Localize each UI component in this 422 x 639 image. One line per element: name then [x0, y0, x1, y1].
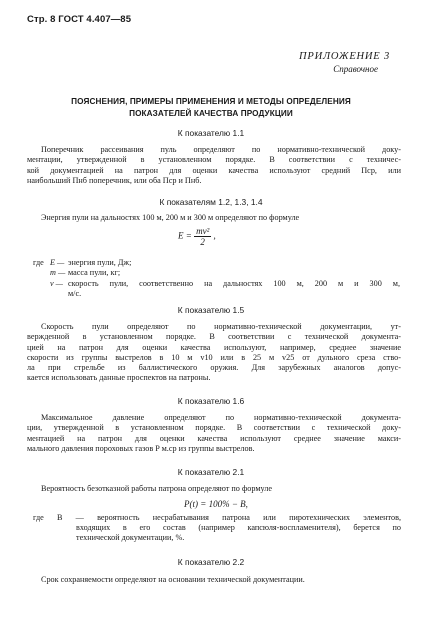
section-2-2-text: Срок сохраняемости определяют на основании технической документации.: [41, 575, 305, 584]
where-label: где: [33, 258, 44, 267]
text-line: цией на патрон для оценки качества используют, например, среднее значение: [27, 342, 401, 352]
text-line: наибольший Пнб поперечник, или оба Пср и Пнб.: [27, 175, 202, 185]
main-title-line-2: ПОКАЗАТЕЛЕЙ КАЧЕСТВА ПРОДУКЦИИ: [129, 109, 293, 118]
section-heading-1-5: К показателю 1.5: [177, 305, 245, 315]
section-1-5-text: [27, 322, 401, 384]
text-line: скорости из группы выстрелов в 10 м v10 или в 25 м v25 от дульного среза ство-: [27, 352, 401, 362]
text-line: Скорость пули определяют по нормативно-технической документации, ут-: [41, 322, 401, 331]
text-line: ла при стрельбе из баллистического оружия. Для зарубежных аналогов допус-: [27, 363, 401, 373]
text-line: кой документацией на патрон для оценки качества используют средний Пср, или: [27, 165, 401, 175]
formula-numerator: mv²: [196, 226, 210, 236]
appendix-title: ПРИЛОЖЕНИЕ 3: [299, 51, 390, 62]
def-text: скорость пули, соответственно на дальностях 100 м, 200 м и 300 м,: [68, 279, 400, 288]
formula-denominator: 2: [200, 237, 205, 247]
def-text: масса пули, кг;: [68, 268, 121, 277]
def-text: где B — вероятность несрабатывания патрона или пиротехнических элементов,: [33, 513, 401, 522]
section-1-1-text: [27, 145, 401, 186]
text-line: Вероятность безотказной работы патрона определяют по формуле: [41, 484, 272, 493]
text-line: вержденной в установленном порядке. В соответствии с технической документа-: [27, 332, 401, 342]
def-sym: m —: [50, 268, 66, 277]
section-heading-2-2: К показателю 2.2: [177, 557, 245, 567]
text-line: Энергия пули на дальностях 100 м, 200 м и 300 м определяют по формуле: [41, 213, 300, 222]
section-1-6-text: [27, 413, 401, 454]
formula-left: E =: [178, 230, 192, 241]
section-heading-1-2: К показателям 1.2, 1.3, 1.4: [159, 197, 263, 207]
section-heading-1-1: К показателю 1.1: [177, 128, 245, 138]
text-line: Максимальное давление определяют по нормативно-технической документа-: [41, 413, 401, 422]
text-line: ции, утвержденной в установленном порядке. В соответствии с технической доку-: [27, 423, 401, 433]
def-sym: E —: [50, 258, 65, 267]
section-2-1-intro: [27, 484, 401, 494]
section-heading-1-6: К показателю 1.6: [177, 396, 245, 406]
def-text: м/с.: [68, 289, 82, 298]
text-line: мального давления пороховых газов P м.ср из группы выстрелов.: [27, 443, 255, 453]
def-text: энергия пули, Дж;: [68, 258, 132, 267]
section-1-2-intro: [27, 213, 401, 223]
page-header: Стр. 8 ГОСТ 4.407—85: [27, 14, 132, 25]
appendix-subtitle: Справочное: [333, 64, 378, 74]
text-line: ментации, утвержденной в установленном порядке. В соответствии с техничес-: [27, 155, 401, 165]
section-heading-2-1: К показателю 2.1: [177, 467, 245, 477]
text-line: ментацией на патрон для оценки качества используют среднее значение макси-: [27, 433, 401, 443]
formula-tail: ,: [213, 230, 216, 241]
def-text: технической документации, %.: [76, 533, 185, 542]
energy-formula: [178, 226, 216, 247]
text-line: кается использовать данные проспектов на патроны.: [27, 373, 211, 383]
reliability-formula: P(t) = 100% − B,: [184, 499, 248, 509]
main-title-line-1: ПОЯСНЕНИЯ, ПРИМЕРЫ ПРИМЕНЕНИЯ И МЕТОДЫ ОПРЕДЕЛЕНИЯ: [71, 97, 351, 106]
def-text: входящих в его состав (например капсюля-воспламенителя), берется по: [76, 523, 401, 532]
def-sym: v —: [50, 279, 63, 288]
text-line: Поперечник рассеивания пуль определяют по нормативно-технической доку-: [41, 145, 401, 154]
formula-fraction: [194, 226, 211, 247]
